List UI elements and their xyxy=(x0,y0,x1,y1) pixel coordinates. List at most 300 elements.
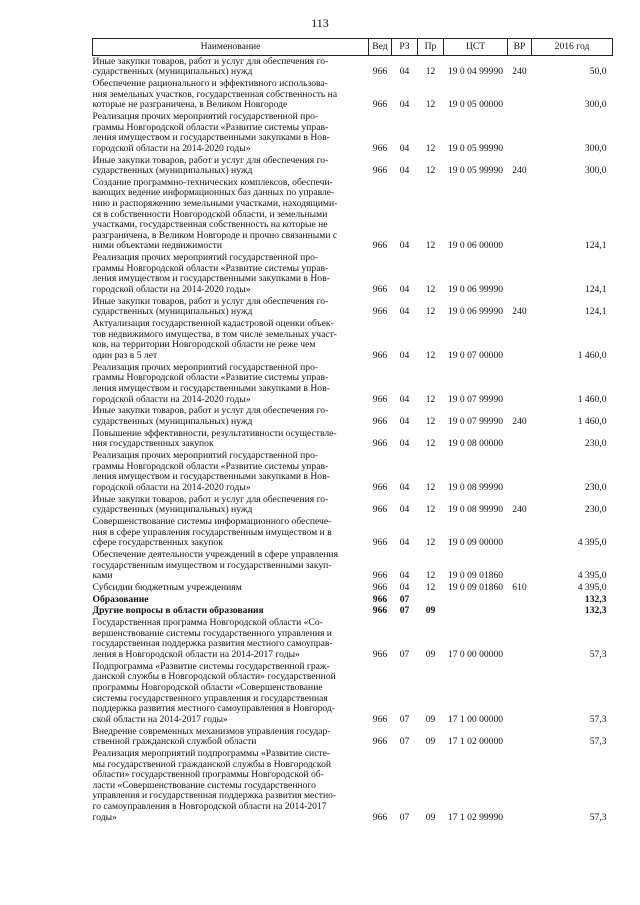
cell-vr-text: 240 xyxy=(512,165,527,177)
cell-name xyxy=(93,594,369,606)
cell-cst-text: 19 0 06 99990 xyxy=(447,284,504,295)
cell-rz xyxy=(392,319,418,363)
cell-vr xyxy=(508,177,532,252)
cell-sum xyxy=(532,726,613,748)
header-sum: 2016 год xyxy=(532,39,613,56)
cell-ved-text: 966 xyxy=(372,605,388,617)
cell-rz-text: 07 xyxy=(399,811,410,823)
cell-rz-text: 07 xyxy=(399,713,410,725)
cell-sum-text: 57,3 xyxy=(589,736,607,748)
table-body xyxy=(93,56,613,824)
cell-name-text: Реализация прочих мероприятий государственной про- граммы Новгородской области «Развитие системы управ- ления имуществом и государственными закупками в Нов- городской области на 2014-2020 годы» xyxy=(92,110,330,154)
cell-name-text: Обеспечение деятельности учреждений в сфере управления государственным имуществом и государственными закуп- ками xyxy=(92,548,339,582)
cell-name-text: Обеспечение рационального и эффективного использова- ния земельных участков, государственная собственность на которые не разграничена, в Великом Новгороде xyxy=(92,77,338,111)
cell-name-text: Иные закупки товаров, работ и услуг для обеспечения го- сударственных (муниципальных) нужд xyxy=(92,154,329,177)
cell-vr-text: 610 xyxy=(512,581,527,593)
table-row xyxy=(93,726,613,748)
cell-pr xyxy=(418,582,444,594)
cell-vr xyxy=(508,296,532,318)
header-rz: РЗ xyxy=(392,39,418,56)
cell-pr-text: 12 xyxy=(425,66,436,78)
cell-pr-text: 09 xyxy=(425,649,436,661)
cell-rz xyxy=(392,406,418,428)
cell-vr xyxy=(508,594,532,606)
header-cst: ЦСТ xyxy=(444,39,508,56)
table-row xyxy=(93,494,613,516)
cell-pr-text: 12 xyxy=(425,142,436,154)
cell-vr xyxy=(508,726,532,748)
cell-ved-text: 966 xyxy=(372,537,388,549)
cell-ved-text: 966 xyxy=(372,240,388,252)
cell-name xyxy=(93,111,369,155)
table-row xyxy=(93,362,613,406)
cell-name-text: Реализация мероприятий подпрограммы «Развитие систе- мы государственной гражданской службы в Новгородской области» государственной программы Новгородской об- ласти «Совершенствование системы государственного управления и государственная поддержка развития местно- го самоуправления в Новгородской области на 2014-2017 годы» xyxy=(92,747,337,823)
cell-ved-text: 966 xyxy=(372,593,388,605)
cell-vr xyxy=(508,549,532,582)
cell-sum-text: 300,0 xyxy=(584,165,607,177)
cell-name-text: Повышение эффективности, результативности осуществле- ния государственных закупок xyxy=(92,427,337,450)
table-row xyxy=(93,155,613,177)
table-header xyxy=(93,39,613,56)
cell-pr-text: 12 xyxy=(425,165,436,177)
cell-rz-text: 04 xyxy=(399,99,410,111)
cell-vr xyxy=(508,516,532,549)
cell-ved xyxy=(369,594,392,606)
cell-rz-text: 04 xyxy=(399,570,410,582)
cell-ved-text: 966 xyxy=(372,438,388,450)
cell-name-text: Иные закупки товаров, работ и услуг для обеспечения го- сударственных (муниципальных) нужд xyxy=(92,493,329,516)
cell-sum xyxy=(532,56,613,79)
cell-pr-text: 12 xyxy=(425,349,436,361)
cell-name-text: Создание программно-технических комплексов, обеспечи- вающих ведение информационных баз данных по управле- нию и распоряжению земельными участками, находящими- ся в собственности Новгородской области, и земельными участками, государственная собственность на которые не разграничена, в Великом Новгороде и прочно связанными с ними объектами недвижимости xyxy=(92,176,338,252)
cell-sum xyxy=(532,606,613,618)
cell-cst xyxy=(444,56,508,79)
cell-sum-text: 124,1 xyxy=(584,306,607,318)
cell-rz xyxy=(392,606,418,618)
cell-vr-text: 240 xyxy=(512,66,527,78)
cell-ved xyxy=(369,549,392,582)
cell-rz-text: 04 xyxy=(399,165,410,177)
cell-name-text: Внедрение современных механизмов управления государ- ственной гражданской службой области xyxy=(92,725,331,748)
cell-ved-text: 966 xyxy=(372,99,388,111)
cell-ved xyxy=(369,661,392,726)
cell-cst-text: 17 1 02 00000 xyxy=(447,736,504,748)
cell-name-text: Совершенствование системы информационного обеспече- ния в сфере управления государственным имуществом и в сфере государственных закупок xyxy=(92,515,332,549)
table-row xyxy=(93,450,613,494)
cell-rz-text: 04 xyxy=(399,537,410,549)
cell-cst xyxy=(444,296,508,318)
cell-name xyxy=(93,177,369,252)
cell-pr xyxy=(418,618,444,662)
cell-sum xyxy=(532,450,613,494)
cell-name xyxy=(93,516,369,549)
cell-rz xyxy=(392,155,418,177)
cell-rz-text: 04 xyxy=(399,481,410,493)
cell-ved xyxy=(369,582,392,594)
cell-pr xyxy=(418,549,444,582)
cell-cst xyxy=(444,748,508,823)
cell-sum-text: 4 395,0 xyxy=(577,537,607,549)
cell-vr xyxy=(508,319,532,363)
cell-name xyxy=(93,78,369,111)
cell-name-text: Иные закупки товаров, работ и услуг для обеспечения го- сударственных (муниципальных) нужд xyxy=(92,295,329,318)
table-row xyxy=(93,406,613,428)
cell-name xyxy=(93,661,369,726)
cell-pr xyxy=(418,661,444,726)
cell-cst xyxy=(444,661,508,726)
table-row xyxy=(93,296,613,318)
cell-rz-text: 04 xyxy=(399,306,410,318)
cell-cst xyxy=(444,406,508,428)
cell-cst-text: 19 0 09 01860 xyxy=(447,581,504,593)
cell-sum-text: 1 460,0 xyxy=(577,415,607,427)
cell-ved-text: 966 xyxy=(372,581,388,593)
cell-name-text: Субсидии бюджетным учреждениям xyxy=(92,581,242,593)
table-row xyxy=(93,594,613,606)
cell-ved xyxy=(369,56,392,79)
cell-name-text: Иные закупки товаров, работ и услуг для обеспечения го- сударственных (муниципальных) нужд xyxy=(92,405,329,427)
cell-rz xyxy=(392,428,418,450)
cell-ved-text: 966 xyxy=(372,649,388,661)
cell-cst-text: 19 0 06 99990 xyxy=(447,306,504,318)
cell-sum xyxy=(532,618,613,662)
cell-cst-text: 17 0 00 00000 xyxy=(447,649,504,661)
cell-rz-text: 07 xyxy=(399,605,410,617)
cell-name xyxy=(93,253,369,297)
cell-cst-text: 19 0 09 01860 xyxy=(447,570,504,582)
table-row xyxy=(93,582,613,594)
cell-vr xyxy=(508,155,532,177)
cell-name xyxy=(93,549,369,582)
cell-pr-text: 12 xyxy=(425,570,436,582)
cell-cst-text: 19 0 05 99990 xyxy=(447,142,504,154)
cell-rz xyxy=(392,362,418,406)
cell-rz-text: 04 xyxy=(399,393,410,405)
table-row xyxy=(93,253,613,297)
cell-sum-text: 4 395,0 xyxy=(577,581,607,593)
cell-ved-text: 966 xyxy=(372,349,388,361)
cell-sum-text: 50,0 xyxy=(589,66,607,78)
cell-rz xyxy=(392,177,418,252)
cell-rz xyxy=(392,296,418,318)
cell-pr xyxy=(418,177,444,252)
cell-cst-text: 19 0 07 00000 xyxy=(447,349,504,361)
cell-name xyxy=(93,748,369,823)
cell-sum-text: 124,1 xyxy=(584,240,607,252)
cell-rz xyxy=(392,494,418,516)
cell-ved xyxy=(369,618,392,662)
table-row xyxy=(93,748,613,823)
cell-ved xyxy=(369,450,392,494)
cell-pr-text: 12 xyxy=(425,415,436,427)
cell-sum xyxy=(532,494,613,516)
cell-cst-text: 19 0 07 99990 xyxy=(447,393,504,405)
cell-vr xyxy=(508,111,532,155)
cell-cst-text: 19 0 09 00000 xyxy=(447,537,504,549)
cell-sum xyxy=(532,428,613,450)
cell-sum xyxy=(532,406,613,428)
cell-rz-text: 04 xyxy=(399,240,410,252)
cell-ved-text: 966 xyxy=(372,393,388,405)
cell-cst xyxy=(444,516,508,549)
cell-ved-text: 966 xyxy=(372,570,388,582)
cell-cst xyxy=(444,428,508,450)
cell-sum-text: 300,0 xyxy=(584,99,607,111)
cell-cst xyxy=(444,319,508,363)
cell-pr-text: 12 xyxy=(425,284,436,295)
cell-name-text: Образование xyxy=(92,593,149,605)
cell-sum-text: 300,0 xyxy=(584,142,607,154)
cell-cst xyxy=(444,111,508,155)
cell-vr xyxy=(508,56,532,79)
cell-sum xyxy=(532,177,613,252)
cell-pr xyxy=(418,748,444,823)
cell-sum-text: 132,3 xyxy=(584,593,607,605)
cell-pr xyxy=(418,362,444,406)
header-pr: Пр xyxy=(418,39,444,56)
cell-name-text: Другие вопросы в области образования xyxy=(92,605,264,617)
cell-sum-text: 1 460,0 xyxy=(577,393,607,405)
cell-rz xyxy=(392,618,418,662)
table-row xyxy=(93,618,613,662)
cell-rz xyxy=(392,582,418,594)
cell-rz-text: 07 xyxy=(399,736,410,748)
cell-sum-text: 57,3 xyxy=(589,713,607,725)
cell-ved xyxy=(369,319,392,363)
cell-vr xyxy=(508,78,532,111)
cell-ved-text: 966 xyxy=(372,481,388,493)
cell-name xyxy=(93,726,369,748)
cell-rz xyxy=(392,111,418,155)
cell-vr-text: 240 xyxy=(512,415,527,427)
cell-pr-text: 12 xyxy=(425,537,436,549)
cell-ved-text: 966 xyxy=(372,504,388,516)
cell-name-text: Подпрограмма «Развитие системы государственной граж- данской службы в Новгородской области» государственной программы Новгородской области «Совершенствование системы государственного управления и государственная поддержка развития местного самоуправления в Новгород- ской области на 2014-2017 годы» xyxy=(92,660,336,725)
cell-cst xyxy=(444,582,508,594)
cell-pr xyxy=(418,406,444,428)
cell-cst xyxy=(444,78,508,111)
cell-name xyxy=(93,494,369,516)
cell-cst-text: 17 1 02 99990 xyxy=(447,811,504,823)
cell-sum-text: 1 460,0 xyxy=(577,349,607,361)
budget-table xyxy=(92,38,613,824)
cell-vr xyxy=(508,428,532,450)
cell-sum xyxy=(532,155,613,177)
cell-cst xyxy=(444,726,508,748)
cell-vr xyxy=(508,253,532,297)
cell-rz-text: 04 xyxy=(399,438,410,450)
table-row xyxy=(93,661,613,726)
cell-rz-text: 04 xyxy=(399,284,410,295)
cell-pr xyxy=(418,155,444,177)
cell-sum xyxy=(532,549,613,582)
cell-ved xyxy=(369,78,392,111)
cell-sum xyxy=(532,362,613,406)
cell-rz-text: 07 xyxy=(399,593,410,605)
cell-pr xyxy=(418,319,444,363)
cell-vr xyxy=(508,362,532,406)
cell-pr xyxy=(418,296,444,318)
cell-ved-text: 966 xyxy=(372,736,388,748)
cell-rz-text: 04 xyxy=(399,581,410,593)
cell-ved xyxy=(369,516,392,549)
cell-pr-text: 09 xyxy=(425,605,436,617)
cell-rz xyxy=(392,450,418,494)
cell-cst xyxy=(444,618,508,662)
cell-sum-text: 4 395,0 xyxy=(577,570,607,582)
cell-ved-text: 966 xyxy=(372,284,388,295)
cell-pr-text: 12 xyxy=(425,481,436,493)
cell-sum-text: 124,1 xyxy=(584,284,607,295)
cell-cst xyxy=(444,253,508,297)
cell-pr xyxy=(418,111,444,155)
cell-ved xyxy=(369,253,392,297)
cell-name xyxy=(93,56,369,79)
header-row xyxy=(93,39,613,56)
header-ved: Вед xyxy=(369,39,392,56)
cell-ved-text: 966 xyxy=(372,415,388,427)
page-number: 113 xyxy=(311,16,329,30)
cell-cst-text: 19 0 04 99990 xyxy=(447,66,504,78)
cell-ved-text: 966 xyxy=(372,306,388,318)
cell-cst-text: 19 0 05 00000 xyxy=(447,99,504,111)
cell-vr xyxy=(508,494,532,516)
table-row xyxy=(93,111,613,155)
cell-sum-text: 230,0 xyxy=(584,504,607,516)
cell-pr xyxy=(418,516,444,549)
cell-name xyxy=(93,362,369,406)
cell-rz-text: 04 xyxy=(399,504,410,516)
cell-pr-text: 12 xyxy=(425,393,436,405)
cell-ved xyxy=(369,111,392,155)
cell-cst xyxy=(444,606,508,618)
cell-rz xyxy=(392,78,418,111)
cell-pr-text: 12 xyxy=(425,99,436,111)
cell-pr-text: 12 xyxy=(425,504,436,516)
cell-vr-text: 240 xyxy=(512,306,527,318)
cell-ved xyxy=(369,177,392,252)
cell-rz xyxy=(392,253,418,297)
cell-ved xyxy=(369,406,392,428)
cell-ved xyxy=(369,155,392,177)
cell-name xyxy=(93,618,369,662)
cell-name xyxy=(93,582,369,594)
cell-pr xyxy=(418,56,444,79)
cell-rz-text: 04 xyxy=(399,415,410,427)
cell-cst-text: 19 0 06 00000 xyxy=(447,240,504,252)
cell-ved xyxy=(369,748,392,823)
cell-cst xyxy=(444,362,508,406)
cell-sum xyxy=(532,594,613,606)
cell-name-text: Актуализация государственной кадастровой оценки объек- тов недвижимого имущества, в том числе земельных участ- ков, на территории Новгородской области не реже чем один раз в 5 лет xyxy=(92,318,337,361)
cell-cst-text: 17 1 00 00000 xyxy=(447,713,504,725)
cell-vr xyxy=(508,582,532,594)
cell-sum xyxy=(532,582,613,594)
cell-cst xyxy=(444,494,508,516)
cell-pr xyxy=(418,253,444,297)
cell-ved xyxy=(369,726,392,748)
cell-rz xyxy=(392,661,418,726)
cell-name-text: Реализация прочих мероприятий государственной про- граммы Новгородской области «Развитие системы управ- ления имуществом и государственными закупками в Нов- городской области на 2014-2020 годы» xyxy=(92,252,330,295)
cell-name-text: Реализация прочих мероприятий государственной про- граммы Новгородской области «Развитие системы управ- ления имуществом и государственными закупками в Нов- городской области на 2014-2020 годы» xyxy=(92,450,330,493)
header-name: Наименование xyxy=(93,39,369,56)
cell-rz-text: 07 xyxy=(399,649,410,661)
cell-sum xyxy=(532,253,613,297)
cell-name-text: Реализация прочих мероприятий государственной про- граммы Новгородской области «Развитие системы управ- ления имуществом и государственными закупками в Нов- городской области на 2014-2020 годы» xyxy=(92,361,330,405)
cell-rz xyxy=(392,56,418,79)
cell-name-text: Государственная программа Новгородской области «Со- вершенствование системы государственного управления и государственная поддержка развития местного самоуправ- ления в Новгородской области на 2014-2017 годы» xyxy=(92,617,333,661)
cell-vr xyxy=(508,618,532,662)
cell-sum xyxy=(532,78,613,111)
cell-cst xyxy=(444,450,508,494)
cell-pr-text: 12 xyxy=(425,581,436,593)
cell-sum-text: 132,3 xyxy=(584,605,607,617)
cell-cst xyxy=(444,155,508,177)
cell-vr xyxy=(508,606,532,618)
cell-name-text: Иные закупки товаров, работ и услуг для обеспечения го- сударственных (муниципальных) нужд xyxy=(92,55,329,78)
cell-pr xyxy=(418,78,444,111)
cell-sum-text: 57,3 xyxy=(589,649,607,661)
cell-pr-text: 09 xyxy=(425,811,436,823)
cell-sum xyxy=(532,319,613,363)
cell-vr xyxy=(508,661,532,726)
cell-rz xyxy=(392,516,418,549)
cell-vr xyxy=(508,406,532,428)
cell-ved xyxy=(369,362,392,406)
cell-sum xyxy=(532,516,613,549)
cell-cst xyxy=(444,594,508,606)
cell-pr xyxy=(418,428,444,450)
cell-pr-text: 09 xyxy=(425,736,436,748)
cell-cst xyxy=(444,177,508,252)
cell-cst-text: 19 0 05 99990 xyxy=(447,165,504,177)
cell-ved-text: 966 xyxy=(372,811,388,823)
cell-vr xyxy=(508,450,532,494)
table-row xyxy=(93,177,613,252)
cell-name xyxy=(93,319,369,363)
cell-sum xyxy=(532,296,613,318)
table-row xyxy=(93,606,613,618)
cell-ved xyxy=(369,494,392,516)
table-row xyxy=(93,78,613,111)
cell-rz-text: 04 xyxy=(399,142,410,154)
header-vr: ВР xyxy=(508,39,532,56)
cell-cst-text: 19 0 07 99990 xyxy=(447,415,504,427)
cell-sum-text: 230,0 xyxy=(584,438,607,450)
cell-pr xyxy=(418,606,444,618)
cell-cst-text: 19 0 08 00000 xyxy=(447,438,504,450)
cell-rz xyxy=(392,748,418,823)
table-row xyxy=(93,428,613,450)
cell-sum-text: 57,3 xyxy=(589,811,607,823)
cell-ved-text: 966 xyxy=(372,142,388,154)
cell-name xyxy=(93,428,369,450)
cell-sum xyxy=(532,661,613,726)
cell-pr xyxy=(418,494,444,516)
cell-pr-text: 12 xyxy=(425,240,436,252)
table-row xyxy=(93,516,613,549)
cell-rz xyxy=(392,594,418,606)
table-row xyxy=(93,549,613,582)
cell-rz-text: 04 xyxy=(399,66,410,78)
cell-pr-text: 09 xyxy=(425,713,436,725)
cell-name xyxy=(93,155,369,177)
cell-ved-text: 966 xyxy=(372,713,388,725)
table-row xyxy=(93,319,613,363)
cell-cst-text: 19 0 08 99990 xyxy=(447,504,504,516)
cell-cst-text: 19 0 08 99990 xyxy=(447,481,504,493)
cell-pr-text: 12 xyxy=(425,306,436,318)
